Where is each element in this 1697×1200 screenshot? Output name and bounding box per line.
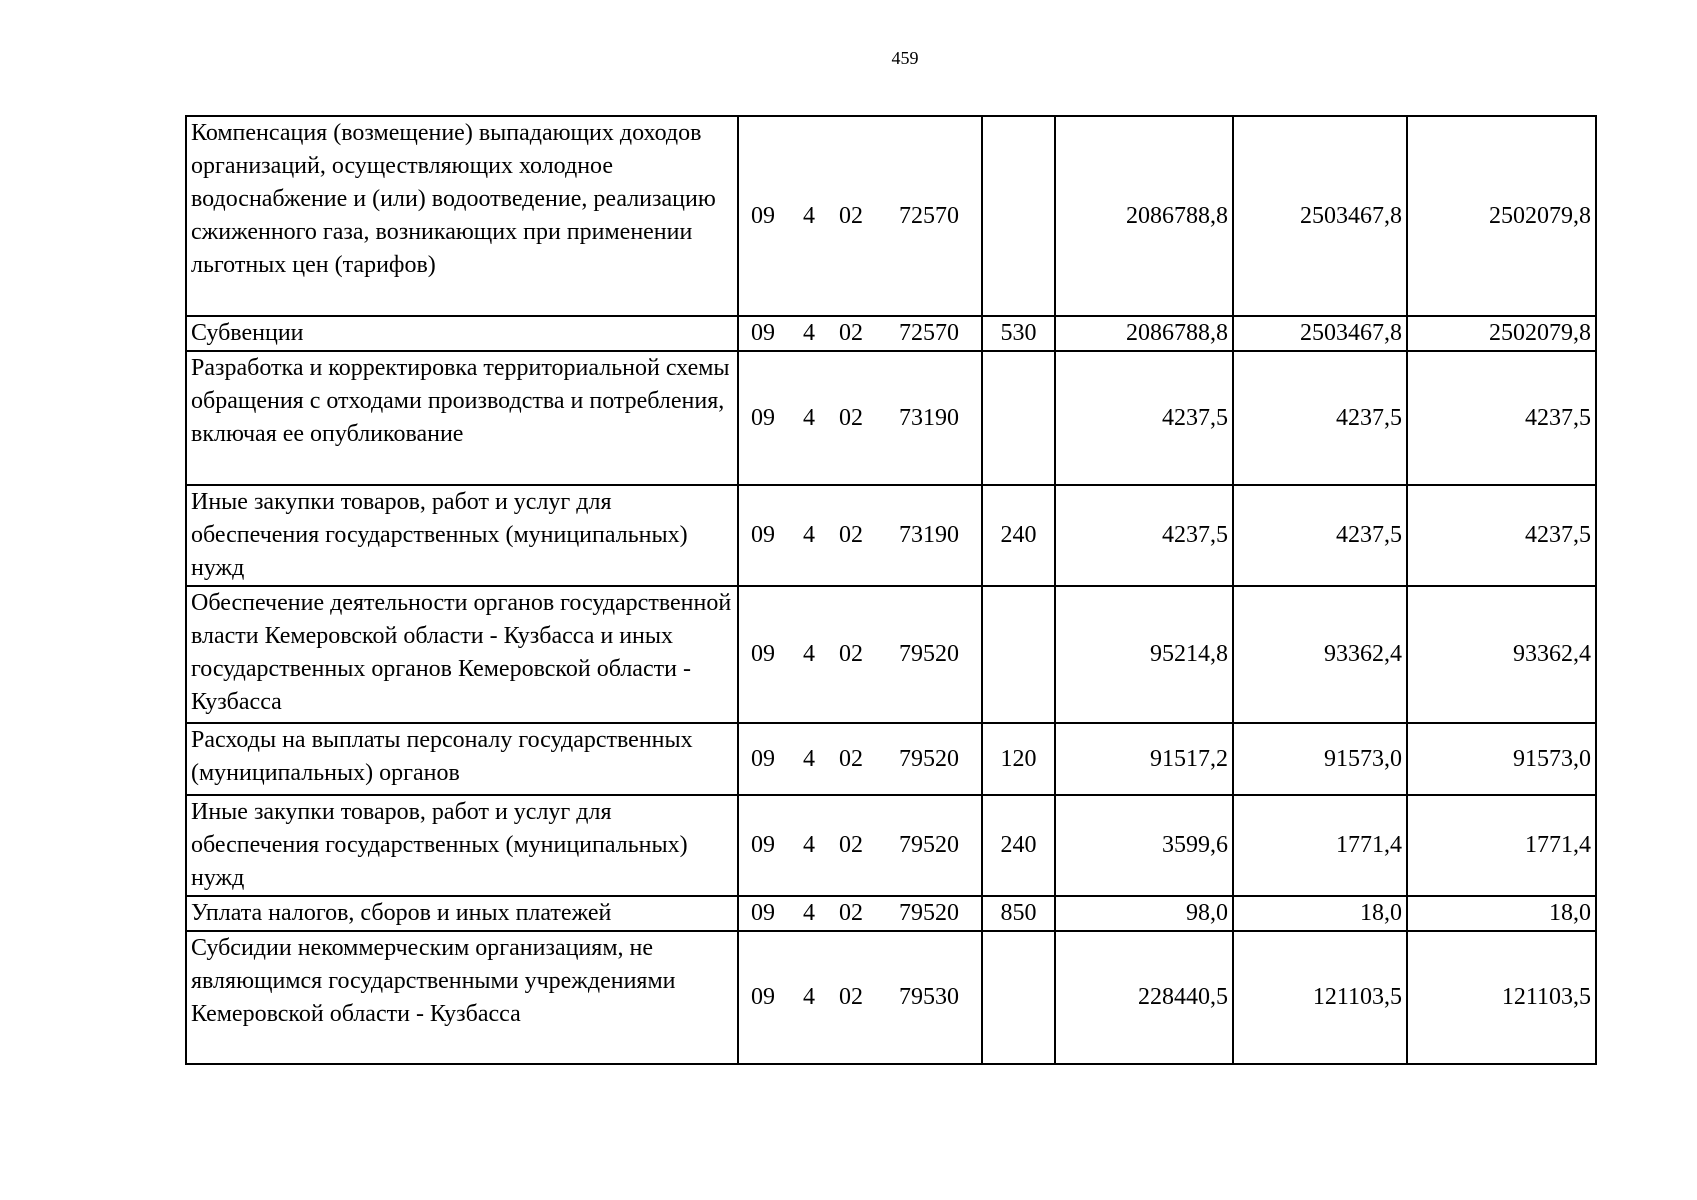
classification-code-cell: 09 4 02 73190 [738,351,982,485]
expense-type-cell [982,116,1055,316]
expense-type-cell: 240 [982,795,1055,896]
amount-cell: 98,0 [1055,896,1233,931]
amount-cell: 2502079,8 [1407,316,1596,351]
amount-cell: 2503467,8 [1233,316,1407,351]
amount-cell: 3599,6 [1055,795,1233,896]
table-row [186,931,1596,1064]
amount-cell: 2502079,8 [1407,116,1596,316]
expense-type-cell: 120 [982,723,1055,795]
page-number: 459 [891,48,919,68]
expense-name-cell: Обеспечение деятельности органов государственной власти Кемеровской области - Кузбасса и иных государственных органов Кемеровской области - Кузбасса [186,586,738,723]
classification-code-cell: 09 4 02 79520 [738,896,982,931]
expense-name-cell: Субсидии некоммерческим организациям, не являющимся государственными учреждениями Кемеровской области - Кузбасса [186,931,738,1064]
classification-code-cell: 09 4 02 79520 [738,795,982,896]
amount-cell: 18,0 [1233,896,1407,931]
amount-cell: 93362,4 [1233,586,1407,723]
amount-cell: 4237,5 [1233,485,1407,586]
amount-cell: 4237,5 [1407,485,1596,586]
amount-cell: 2503467,8 [1233,116,1407,316]
amount-cell: 121103,5 [1407,931,1596,1064]
classification-code-cell: 09 4 02 79520 [738,723,982,795]
expense-type-cell [982,931,1055,1064]
amount-cell: 93362,4 [1407,586,1596,723]
expense-name-cell: Иные закупки товаров, работ и услуг для обеспечения государственных (муниципальных) нужд [186,485,738,586]
table-row [186,586,1596,723]
amount-cell: 121103,5 [1233,931,1407,1064]
amount-cell: 95214,8 [1055,586,1233,723]
amount-cell: 2086788,8 [1055,316,1233,351]
table-row [186,795,1596,896]
expense-type-cell [982,586,1055,723]
expense-name-cell: Компенсация (возмещение) выпадающих доходов организаций, осуществляющих холодное водоснабжение и (или) водоотведение, реализацию сжиженного газа, возникающих при применении льготных цен (тарифов) [186,116,738,316]
expense-name-cell: Субвенции [186,316,738,351]
expense-name-cell: Иные закупки товаров, работ и услуг для обеспечения государственных (муниципальных) нужд [186,795,738,896]
amount-cell: 4237,5 [1407,351,1596,485]
amount-cell: 91573,0 [1233,723,1407,795]
amount-cell: 4237,5 [1055,485,1233,586]
amount-cell: 4237,5 [1055,351,1233,485]
amount-cell: 228440,5 [1055,931,1233,1064]
amount-cell: 2086788,8 [1055,116,1233,316]
table-row [186,485,1596,586]
amount-cell: 91517,2 [1055,723,1233,795]
classification-code-cell: 09 4 02 79520 [738,586,982,723]
expense-name-cell: Уплата налогов, сборов и иных платежей [186,896,738,931]
expense-name-cell: Расходы на выплаты персоналу государственных (муниципальных) органов [186,723,738,795]
amount-cell: 1771,4 [1407,795,1596,896]
expense-type-cell: 530 [982,316,1055,351]
expense-type-cell [982,351,1055,485]
table-row [186,351,1596,485]
expense-type-cell: 240 [982,485,1055,586]
classification-code-cell: 09 4 02 79530 [738,931,982,1064]
classification-code-cell: 09 4 02 72570 [738,116,982,316]
amount-cell: 4237,5 [1233,351,1407,485]
expense-name-cell: Разработка и корректировка территориальной схемы обращения с отходами производства и потребления, включая ее опубликование [186,351,738,485]
table-row [186,116,1596,316]
classification-code-cell: 09 4 02 72570 [738,316,982,351]
amount-cell: 18,0 [1407,896,1596,931]
amount-cell: 1771,4 [1233,795,1407,896]
table-row [186,896,1596,931]
classification-code-cell: 09 4 02 73190 [738,485,982,586]
amount-cell: 91573,0 [1407,723,1596,795]
table-row [186,316,1596,351]
table-row [186,723,1596,795]
budget-table [185,115,1597,1065]
expense-type-cell: 850 [982,896,1055,931]
